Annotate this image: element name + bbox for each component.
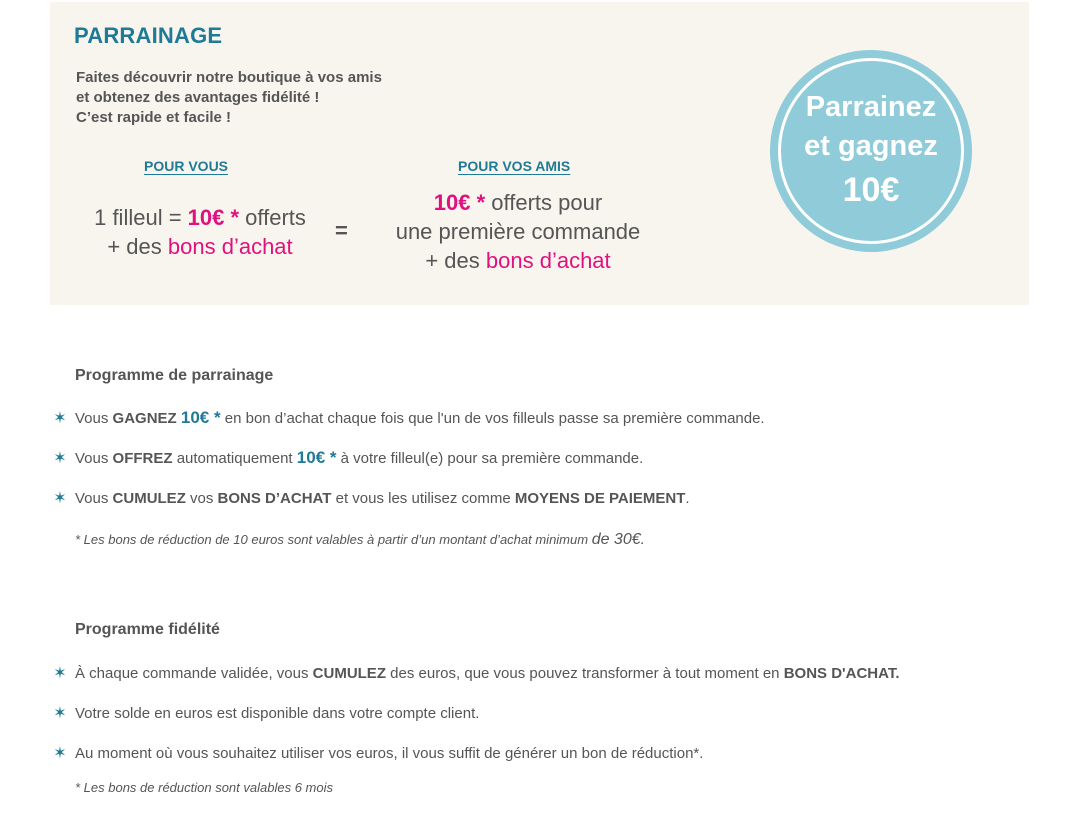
star-icon: ✶ [53, 410, 67, 427]
list-item [50, 486, 1030, 510]
parrainage-footnote [75, 531, 645, 549]
badge-ring [778, 58, 964, 244]
text: à votre filleul(e) pour sa première commande. [336, 450, 644, 467]
offer-amount: 10€ * [187, 205, 240, 230]
text: et vous les utilisez comme [331, 489, 515, 507]
emphasis: MOYENS DE PAIEMENT [514, 489, 686, 507]
text: automatiquement [172, 450, 297, 467]
offer-text: 1 filleul = [94, 205, 188, 230]
text: Vous [75, 489, 113, 507]
badge-amount: 10€ [842, 171, 900, 209]
emphasis: OFFREZ [112, 450, 173, 467]
fidelite-footnote: * Les bons de réduction sont valables 6 mois [75, 780, 333, 795]
referral-banner [50, 2, 1029, 305]
pour-vous-offer [50, 203, 350, 261]
list-item [50, 406, 1030, 430]
offer-highlight: bons d’achat [167, 234, 293, 259]
footnote-text: de 30€. [591, 531, 646, 548]
list-item-text: Au moment où vous souhaitez utiliser vos euros, il vous suffit de générer un bon de réduction*. [75, 744, 704, 762]
intro-text [76, 68, 382, 128]
text: . [685, 489, 690, 507]
offer-line: une première commande [395, 219, 641, 244]
amount: 10€ * [296, 448, 337, 467]
offer-line [368, 246, 668, 275]
offer-text: + des [425, 248, 486, 273]
list-item-text [75, 665, 900, 682]
list-item [50, 661, 1030, 685]
list-item-text [75, 408, 765, 428]
offer-text: offerts [239, 205, 306, 230]
star-icon: ✶ [53, 450, 67, 467]
text: vos [185, 489, 218, 507]
list-item-text [75, 490, 690, 507]
footnote-text: * Les bons de réduction de 10 euros sont valables à partir d’un montant d’achat minimum [75, 532, 592, 547]
offer-line [368, 188, 668, 217]
offer-text: + des [107, 234, 168, 259]
list-item-text [75, 448, 643, 468]
badge-line: Parrainez [805, 91, 937, 123]
emphasis: BONS D’ACHAT [217, 489, 332, 507]
badge-line: et gagnez [804, 130, 938, 162]
offer-text: offerts pour [485, 190, 603, 215]
offer-line [50, 232, 350, 261]
list-item [50, 446, 1030, 470]
amount: 10€ * [180, 408, 221, 427]
page-title: PARRAINAGE [74, 23, 223, 48]
star-icon: ✶ [53, 705, 67, 722]
text: des euros, que vous pouvez transformer à tout moment en [385, 664, 784, 682]
text: en bon d’achat chaque fois que l'un de vos filleuls passe sa première commande. [220, 410, 765, 427]
list-item [50, 701, 1030, 725]
offer-line [50, 203, 350, 232]
emphasis: BONS D'ACHAT. [783, 664, 900, 682]
list-item-text: Votre solde en euros est disponible dans votre compte client. [75, 704, 480, 722]
text: Vous [75, 410, 113, 427]
fidelite-section-title: Programme fidélité [75, 621, 220, 638]
emphasis: CUMULEZ [112, 489, 186, 507]
intro-line: et obtenez des avantages fidélité ! [76, 89, 320, 106]
star-icon: ✶ [53, 745, 67, 762]
intro-line: C’est rapide et facile ! [76, 109, 232, 126]
pour-vos-amis-heading: POUR VOS AMIS [458, 158, 571, 174]
parrainez-badge [770, 50, 972, 252]
star-icon: ✶ [53, 490, 67, 507]
offer-amount: 10€ * [433, 190, 486, 215]
emphasis: CUMULEZ [312, 664, 386, 682]
pour-vous-heading: POUR VOUS [144, 158, 229, 174]
offer-highlight: bons d’achat [485, 248, 611, 273]
star-icon: ✶ [53, 665, 67, 682]
equals-sign: = [335, 218, 348, 243]
emphasis: GAGNEZ [112, 410, 177, 427]
list-item [50, 741, 1030, 765]
text: À chaque commande validée, vous [75, 664, 313, 682]
pour-vos-amis-offer [368, 188, 668, 275]
text: Vous [75, 450, 113, 467]
parrainage-section-title: Programme de parrainage [75, 367, 274, 384]
intro-line: Faites découvrir notre boutique à vos amis [76, 69, 382, 86]
